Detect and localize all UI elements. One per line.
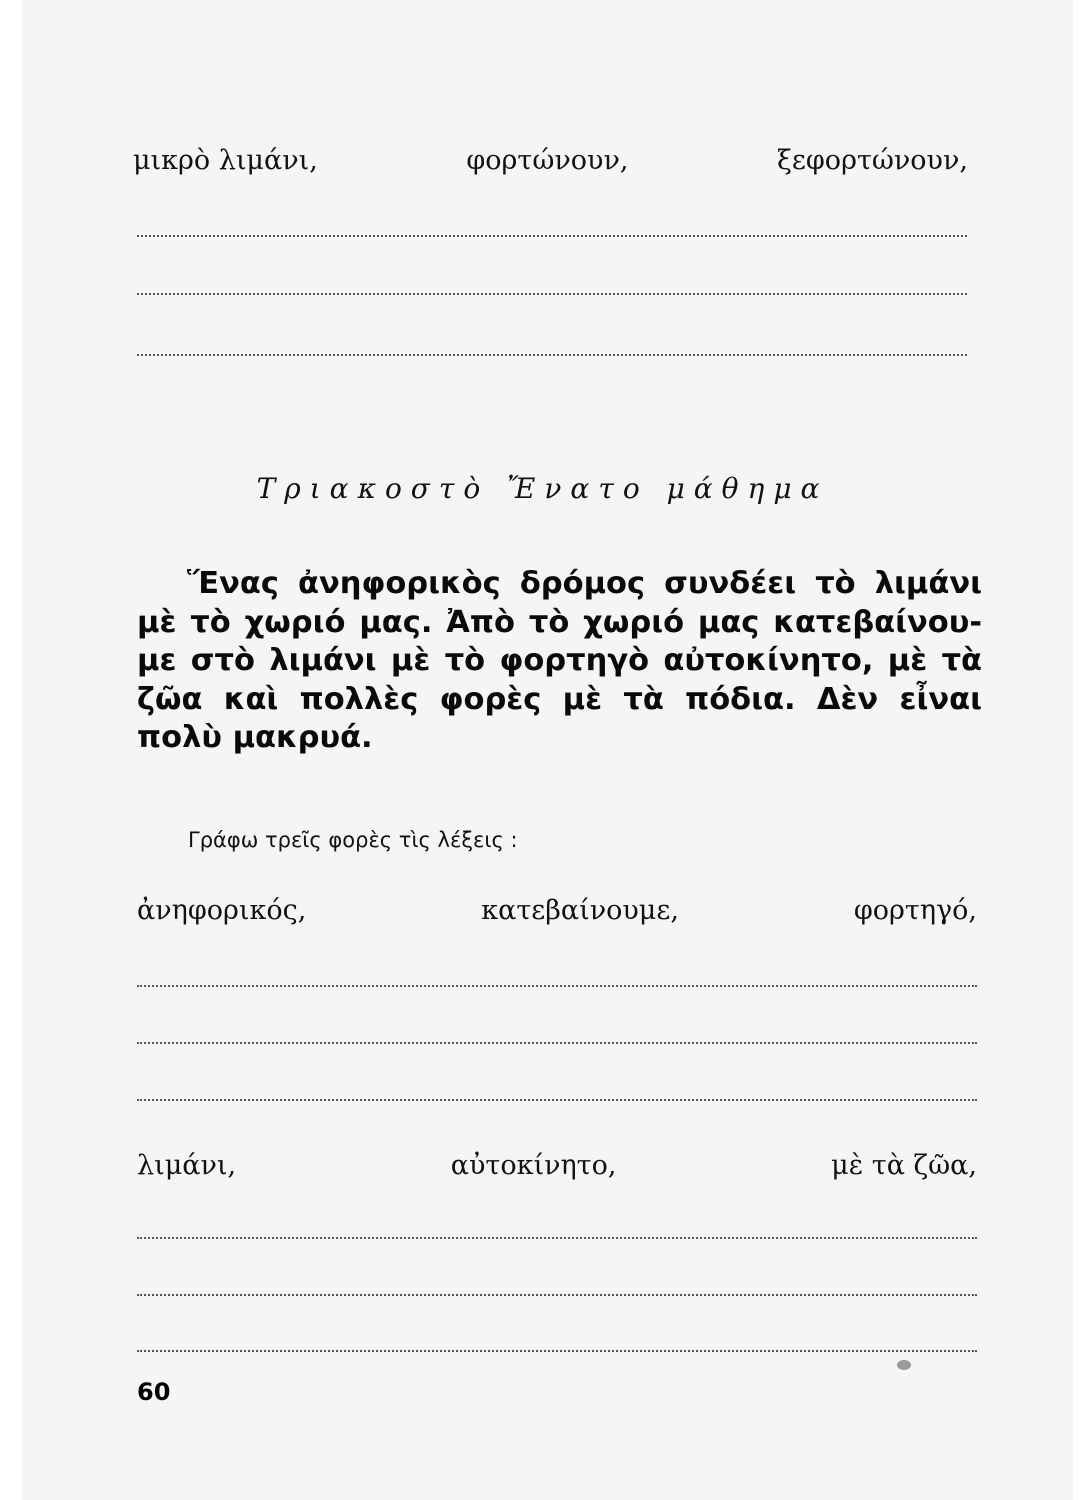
word-item: ξεφορτώνουν,	[777, 145, 968, 176]
paragraph-line: με στὸ λιμάνι μὲ τὸ φορτηγὸ αὐτοκίνητο, μὲ τὰ	[137, 643, 982, 678]
writing-line[interactable]	[137, 235, 967, 237]
page-number: 60	[137, 1378, 171, 1406]
word-item: φορτώνουν,	[466, 145, 629, 176]
writing-line[interactable]	[137, 1237, 977, 1239]
previous-lesson-words-row	[133, 145, 968, 176]
paragraph-line: μὲ τὸ χωριό μας. Ἀπὸ τὸ χωριό μας κατεβαίνου-	[137, 604, 982, 640]
word-item: μὲ τὰ ζῶα,	[831, 1150, 977, 1181]
paragraph-line: πολὺ μακρυά.	[137, 720, 373, 755]
exercise-instruction: Γράφω τρεῖς φορὲς τὶς λέξεις :	[188, 828, 518, 852]
reading-paragraph	[137, 565, 982, 758]
page-left-margin	[0, 0, 22, 1500]
lesson-title: Τριακοστὸ Ἔνατο μάθημα	[256, 472, 829, 505]
word-item: αὐτοκίνητο,	[450, 1150, 617, 1181]
writing-line[interactable]	[137, 1350, 977, 1352]
writing-line[interactable]	[137, 1042, 977, 1044]
writing-line[interactable]	[137, 1294, 977, 1296]
writing-line[interactable]	[137, 985, 977, 987]
word-item: λιμάνι,	[137, 1150, 237, 1181]
page-right-margin	[1073, 0, 1085, 1500]
paragraph-line: Ἕνας ἀνηφορικὸς δρόμος συνδέει τὸ λιμάνι	[187, 566, 982, 601]
word-item: ἀνηφορικός,	[137, 895, 307, 926]
word-item: φορτηγό,	[853, 895, 977, 926]
exercise-words-row-2	[137, 1150, 977, 1181]
writing-line[interactable]	[137, 354, 967, 356]
paragraph-line: ζῶα καὶ πολλὲς φορὲς μὲ τὰ πόδια. Δὲν εἶναι	[137, 681, 982, 717]
exercise-words-row-1	[137, 895, 977, 926]
writing-line[interactable]	[137, 293, 967, 295]
writing-line[interactable]	[137, 1099, 977, 1101]
word-item: κατεβαίνουμε,	[481, 895, 679, 926]
word-item: μικρὸ λιμάνι,	[133, 145, 318, 176]
ink-speck	[897, 1360, 911, 1370]
